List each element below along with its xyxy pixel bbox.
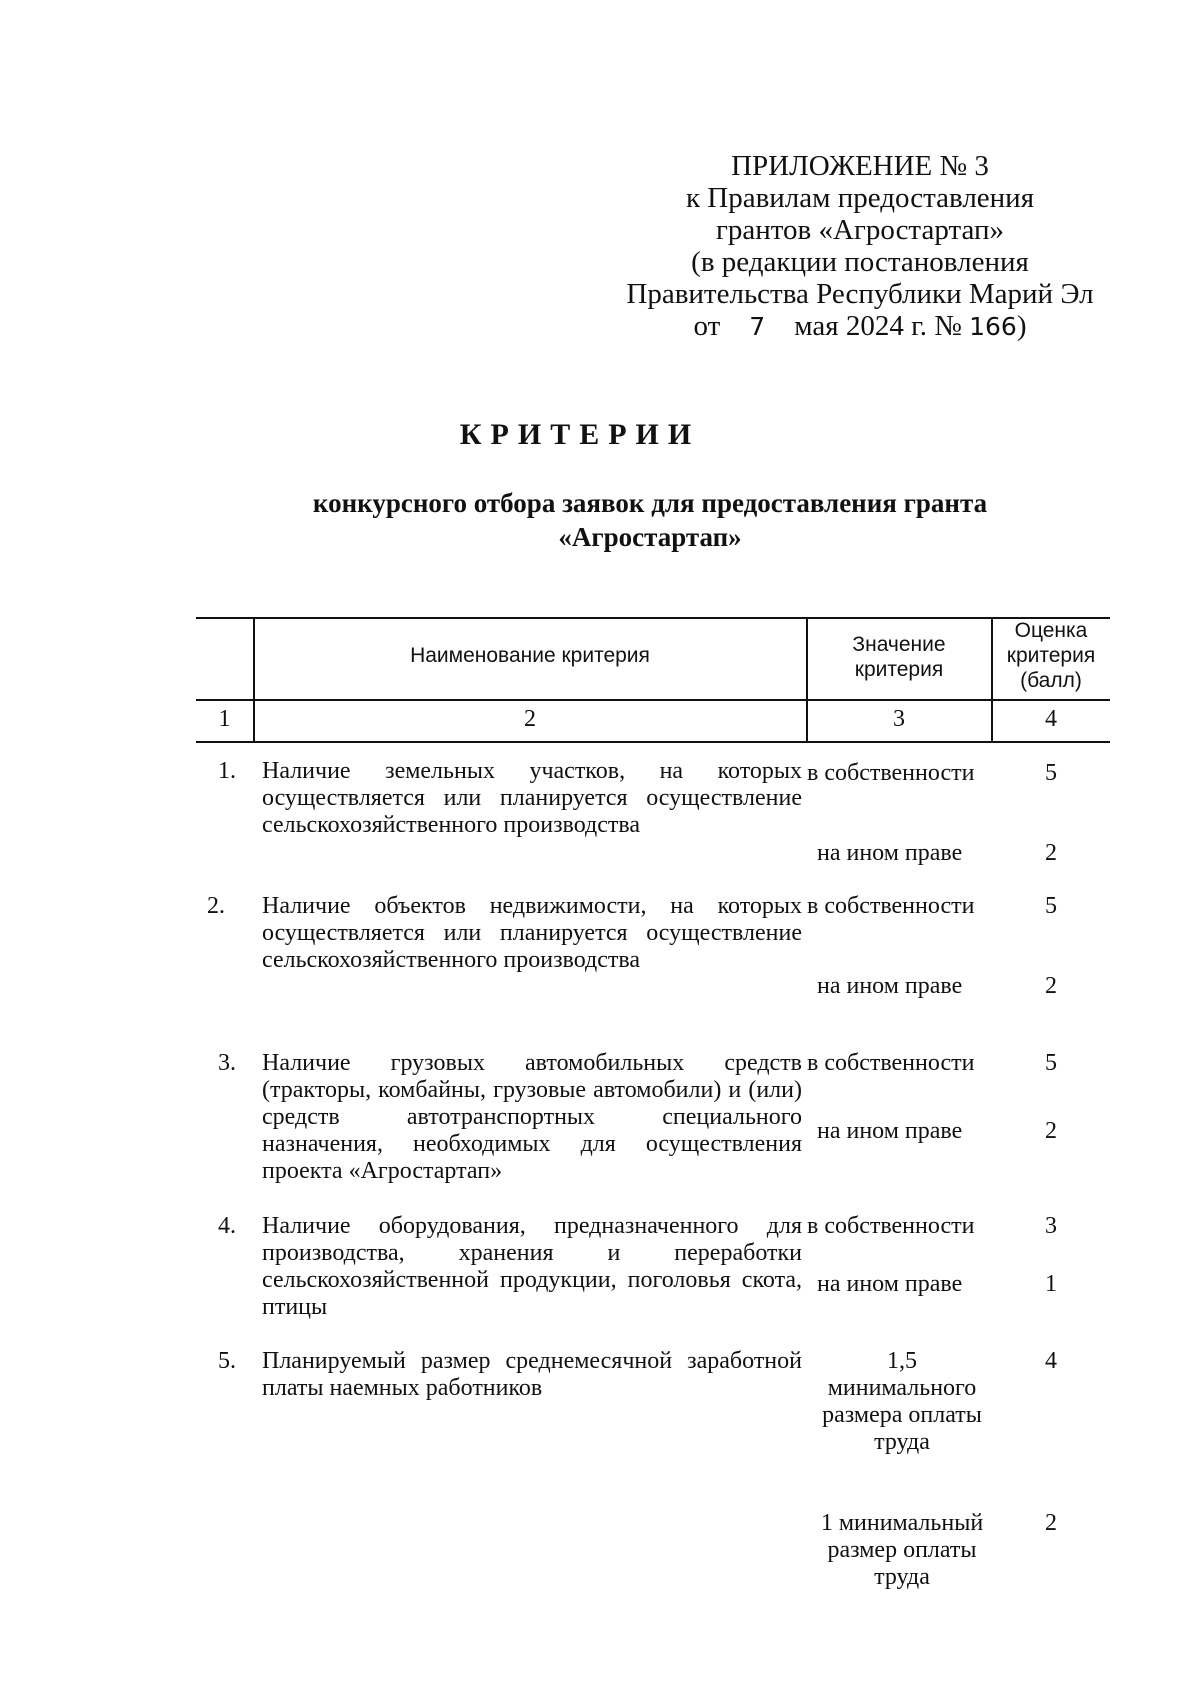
row-number: 5. <box>218 1348 236 1374</box>
criterion-value: на ином праве <box>817 1271 963 1297</box>
appendix-line: (в редакции постановления <box>691 246 1029 278</box>
row-number: 4. <box>218 1213 236 1239</box>
date-prefix: от <box>693 310 721 342</box>
header-text: (балл) <box>1020 669 1082 692</box>
table-header-bottom-border <box>196 741 1110 743</box>
criterion-value: на ином праве <box>817 973 963 999</box>
header-text: Оценка <box>1014 619 1088 642</box>
criterion-score: 5 <box>1045 893 1057 919</box>
header-text: критерия <box>854 658 944 681</box>
column-number: 1 <box>218 706 231 732</box>
criterion-score: 1 <box>1045 1271 1057 1297</box>
criterion-value: в собственности <box>807 893 975 919</box>
header-text: критерия <box>1006 644 1096 667</box>
row-number: 3. <box>218 1050 236 1076</box>
date-day: 7 <box>749 312 766 341</box>
criterion-value: на ином праве <box>817 1118 963 1144</box>
criterion-score: 2 <box>1045 973 1057 999</box>
criterion-score: 2 <box>1045 1118 1057 1144</box>
criterion-score: 4 <box>1045 1348 1057 1374</box>
criterion-text: Наличие грузовых автомобильных средств (тракторы, комбайны, грузовые автомобили) и (или) средств автотранспортных специального назначения, необходимых для осуществления проекта «Агростартап» <box>262 1050 802 1184</box>
appendix-title: ПРИЛОЖЕНИЕ № 3 <box>731 150 989 182</box>
subtitle-line: «Агростартап» <box>558 522 742 552</box>
criterion-value: в собственности <box>807 1213 975 1239</box>
criterion-score: 2 <box>1045 840 1057 866</box>
criterion-score: 5 <box>1045 1050 1057 1076</box>
criterion-value: в собственности <box>807 760 975 786</box>
document-title: КРИТЕРИИ <box>459 418 701 451</box>
criterion-value: 1 минимальный размер оплаты труда <box>820 1510 984 1590</box>
date-middle: мая 2024 г. № <box>794 310 962 342</box>
table-top-border <box>196 617 1110 619</box>
column-number: 4 <box>1045 706 1057 732</box>
appendix-header <box>600 150 1120 343</box>
header-criterion-name: Наименование критерия <box>410 644 650 667</box>
date-suffix: ) <box>1016 310 1027 342</box>
criterion-score: 5 <box>1045 760 1057 786</box>
header-criterion-value <box>807 632 991 682</box>
document-subtitle <box>180 486 1120 554</box>
criterion-text: Наличие объектов недвижимости, на которых осуществляется или планируется осуществление сельскохозяйственного производства <box>262 893 802 973</box>
header-text: Значение <box>852 633 946 656</box>
criterion-value: на ином праве <box>817 840 963 866</box>
resolution-number: 166 <box>969 312 1017 341</box>
column-number: 2 <box>524 706 536 732</box>
appendix-line: Правительства Республики Марий Эл <box>626 278 1094 310</box>
criterion-text: Наличие земельных участков, на которых осуществляется или планируется осуществление сельскохозяйственного производства <box>262 758 802 838</box>
table-header-divider <box>196 699 1110 701</box>
subtitle-line: конкурсного отбора заявок для предоставления гранта <box>312 488 988 518</box>
header-criterion-score <box>992 618 1110 693</box>
row-number: 1. <box>218 758 236 784</box>
criterion-score: 3 <box>1045 1213 1057 1239</box>
criterion-text: Планируемый размер среднемесячной заработной платы наемных работников <box>262 1348 802 1401</box>
appendix-line: к Правилам предоставления <box>685 182 1035 214</box>
appendix-line: грантов «Агростартап» <box>715 214 1004 246</box>
criterion-value: в собственности <box>807 1050 975 1076</box>
row-number: 2. <box>207 893 225 919</box>
criterion-value: 1,5 минимального размера оплаты труда <box>822 1348 982 1455</box>
column-number: 3 <box>893 706 905 732</box>
criterion-text: Наличие оборудования, предназначенного для производства, хранения и переработки сельскохозяйственной продукции, поголовья скота, птицы <box>262 1213 802 1320</box>
appendix-date-line <box>600 310 1120 343</box>
criterion-score: 2 <box>1045 1510 1057 1536</box>
